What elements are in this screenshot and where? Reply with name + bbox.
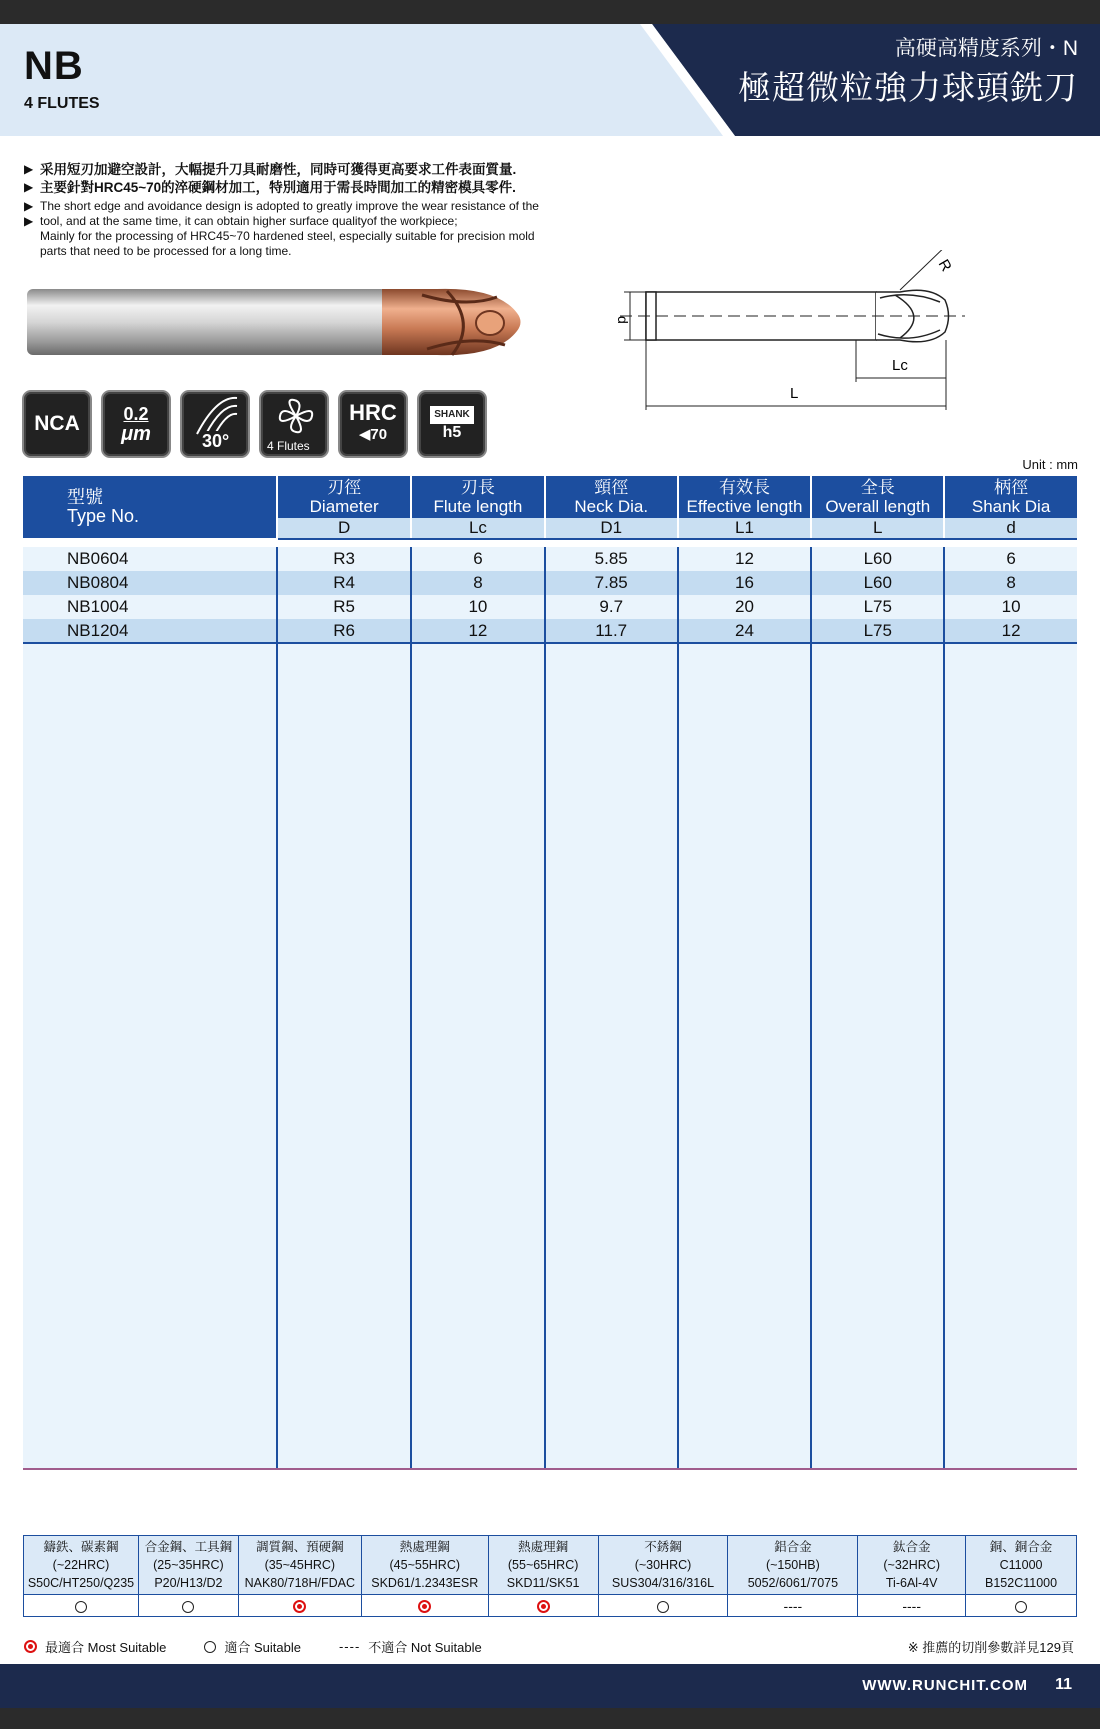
material-rating [238,1595,361,1617]
dim-l-label: L [790,385,799,402]
material-name: 調質鋼、預硬鋼 [256,1540,344,1554]
sym-l1: L1 [678,518,812,539]
page-title: 極超微粒強力球頭銑刀 [738,69,1078,106]
table-row: NB1204 R6 12 11.7 24 L75 12 [23,619,1077,643]
spec-table [23,476,1077,1470]
material-grades: NAK80/718H/FDAC [244,1576,356,1590]
material-hrc: C11000 [999,1558,1043,1572]
material-rating [361,1595,488,1617]
top-bar [0,0,1100,24]
material-name: 鑄鉄、碳素鋼 [43,1540,119,1554]
col-overall-length: 全長 Overall length [811,476,944,518]
material-name: 鋁合金 [774,1540,812,1554]
sym-lc: Lc [411,518,545,539]
suitable-icon [182,1601,194,1613]
material-cell [24,1536,139,1595]
hrc-icon: HRC ◀70 [338,390,408,458]
material-grades: SKD11/SK51 [506,1576,580,1590]
materials-table [23,1535,1077,1617]
material-hrc: (35~45HRC) [264,1558,336,1572]
tolerance-icon: 0.2 μm [101,390,171,458]
material-grades: 5052/6061/7075 [747,1576,839,1590]
suitable-icon [75,1601,87,1613]
flutes-icon: 4 Flutes [259,390,329,458]
material-cell [238,1536,361,1595]
material-cell [138,1536,238,1595]
col-neck-dia: 頸徑 Neck Dia. [545,476,678,518]
col-effective-length: 有效長 Effective length [678,476,812,518]
material-rating [728,1595,858,1617]
legend-not: 不適合 Not Suitable [368,1640,482,1655]
col-diameter: 刃徑 Diameter [277,476,411,518]
suitable-icon [1015,1601,1027,1613]
product-code: NB [24,44,84,88]
material-name: 鈦合金 [892,1540,931,1554]
desc-zh-2: 主要針對HRC45~70的淬硬鋼材加工，特別適用于需長時間加工的精密模具零件. [40,180,516,195]
bullet-triangle-icon: ▶ [24,180,34,194]
material-hrc: (~30HRC) [634,1558,692,1572]
material-name: 熱處理鋼 [399,1540,450,1554]
unit-label: Unit : mm [1022,457,1078,472]
table-empty-area [23,643,1077,1469]
series-label: 高硬高精度系列・N [894,37,1078,60]
description [24,162,614,262]
page-number: 11 [1055,1676,1072,1693]
material-rating [138,1595,238,1617]
bullet-triangle-icon: ▶ [24,162,34,176]
desc-en-4: parts that need to be processed for a long time. [40,244,292,258]
col-type: 型號 Type No. [23,476,277,539]
suitable-icon [204,1641,216,1653]
dim-lc-label: Lc [892,357,908,374]
material-rating [488,1595,598,1617]
col-shank-dia: 柄徑 Shank Dia [944,476,1077,518]
dim-d-label: d [615,316,631,324]
website-link[interactable]: WWW.RUNCHIT.COM [862,1677,1028,1694]
material-grades: P20/H13/D2 [154,1576,223,1590]
parameter-note: ※ 推薦的切削參數詳見129頁 [907,1640,1074,1655]
tool-photo [27,283,527,369]
material-hrc: (55~65HRC) [507,1558,579,1572]
feature-icons [22,390,487,458]
material-rating [598,1595,728,1617]
sym-l: L [811,518,944,539]
sym-d1: D1 [545,518,678,539]
most-suitable-icon [293,1600,306,1613]
not-suitable-mark: ---- [902,1597,922,1614]
legend-suitable: 適合 Suitable [224,1640,301,1655]
material-grades: B152C11000 [985,1576,1058,1590]
desc-zh-1: 采用短刃加避空設計，大幅提升刀具耐磨性，同時可獲得更高要求工件表面質量. [40,162,517,177]
suitable-icon [657,1601,669,1613]
tool-drawing [600,250,1090,420]
not-suitable-icon: ---- [338,1639,361,1654]
material-cell [966,1536,1077,1595]
bottom-bar [0,1708,1100,1729]
material-rating [24,1595,139,1617]
legend [24,1637,482,1656]
material-cell [858,1536,966,1595]
most-suitable-icon [537,1600,550,1613]
sym-d: D [277,518,411,539]
material-hrc: (45~55HRC) [389,1558,461,1572]
most-suitable-icon [24,1640,37,1653]
shank-icon: SHANK h5 [417,390,487,458]
material-hrc: (~32HRC) [883,1558,940,1572]
material-name: 熱處理鋼 [518,1540,569,1554]
material-grades: SKD61/1.2343ESR [371,1576,479,1590]
desc-en-2: tool, and at the same time, it can obtain higher surface qualityof the workpiece; [40,214,458,228]
coating-icon: NCA [22,390,92,458]
material-hrc: (~22HRC) [52,1558,110,1572]
material-grades: SUS304/316/316L [611,1576,715,1590]
table-row: NB0604 R3 6 5.85 12 L60 6 [23,547,1077,571]
material-grades: S50C/HT250/Q235 [27,1576,135,1590]
not-suitable-mark: ---- [783,1597,803,1614]
material-name: 合金鋼、工具鋼 [144,1540,233,1554]
material-hrc: (~150HB) [765,1558,820,1572]
material-rating [966,1595,1077,1617]
footer [0,1664,1100,1708]
legend-most: 最適合 Most Suitable [45,1640,167,1655]
most-suitable-icon [418,1600,431,1613]
dim-r-label: R [934,256,955,275]
table-row: NB1004 R5 10 9.7 20 L75 10 [23,595,1077,619]
desc-en-1: The short edge and avoidance design is adopted to greatly improve the wear resistance of the [40,199,539,213]
material-name: 不銹鋼 [644,1540,682,1554]
material-cell [361,1536,488,1595]
material-cell [728,1536,858,1595]
col-flute-length: 刃長 Flute length [411,476,545,518]
flutes-subtitle: 4 FLUTES [24,95,100,112]
helix-angle-icon: 30° [180,390,250,458]
desc-en-3: Mainly for the processing of HRC45~70 hardened steel, especially suitable for precision mold [40,229,535,243]
material-cell [598,1536,728,1595]
material-rating [858,1595,966,1617]
material-cell [488,1536,598,1595]
bullet-triangle-icon: ▶ ▶ [24,199,34,228]
material-grades: Ti-6Al-4V [885,1576,938,1590]
table-row: NB0804 R4 8 7.85 16 L60 8 [23,571,1077,595]
material-name: 銅、銅合金 [989,1540,1053,1554]
material-hrc: (25~35HRC) [153,1558,224,1572]
sym-shank-d: d [944,518,1077,539]
